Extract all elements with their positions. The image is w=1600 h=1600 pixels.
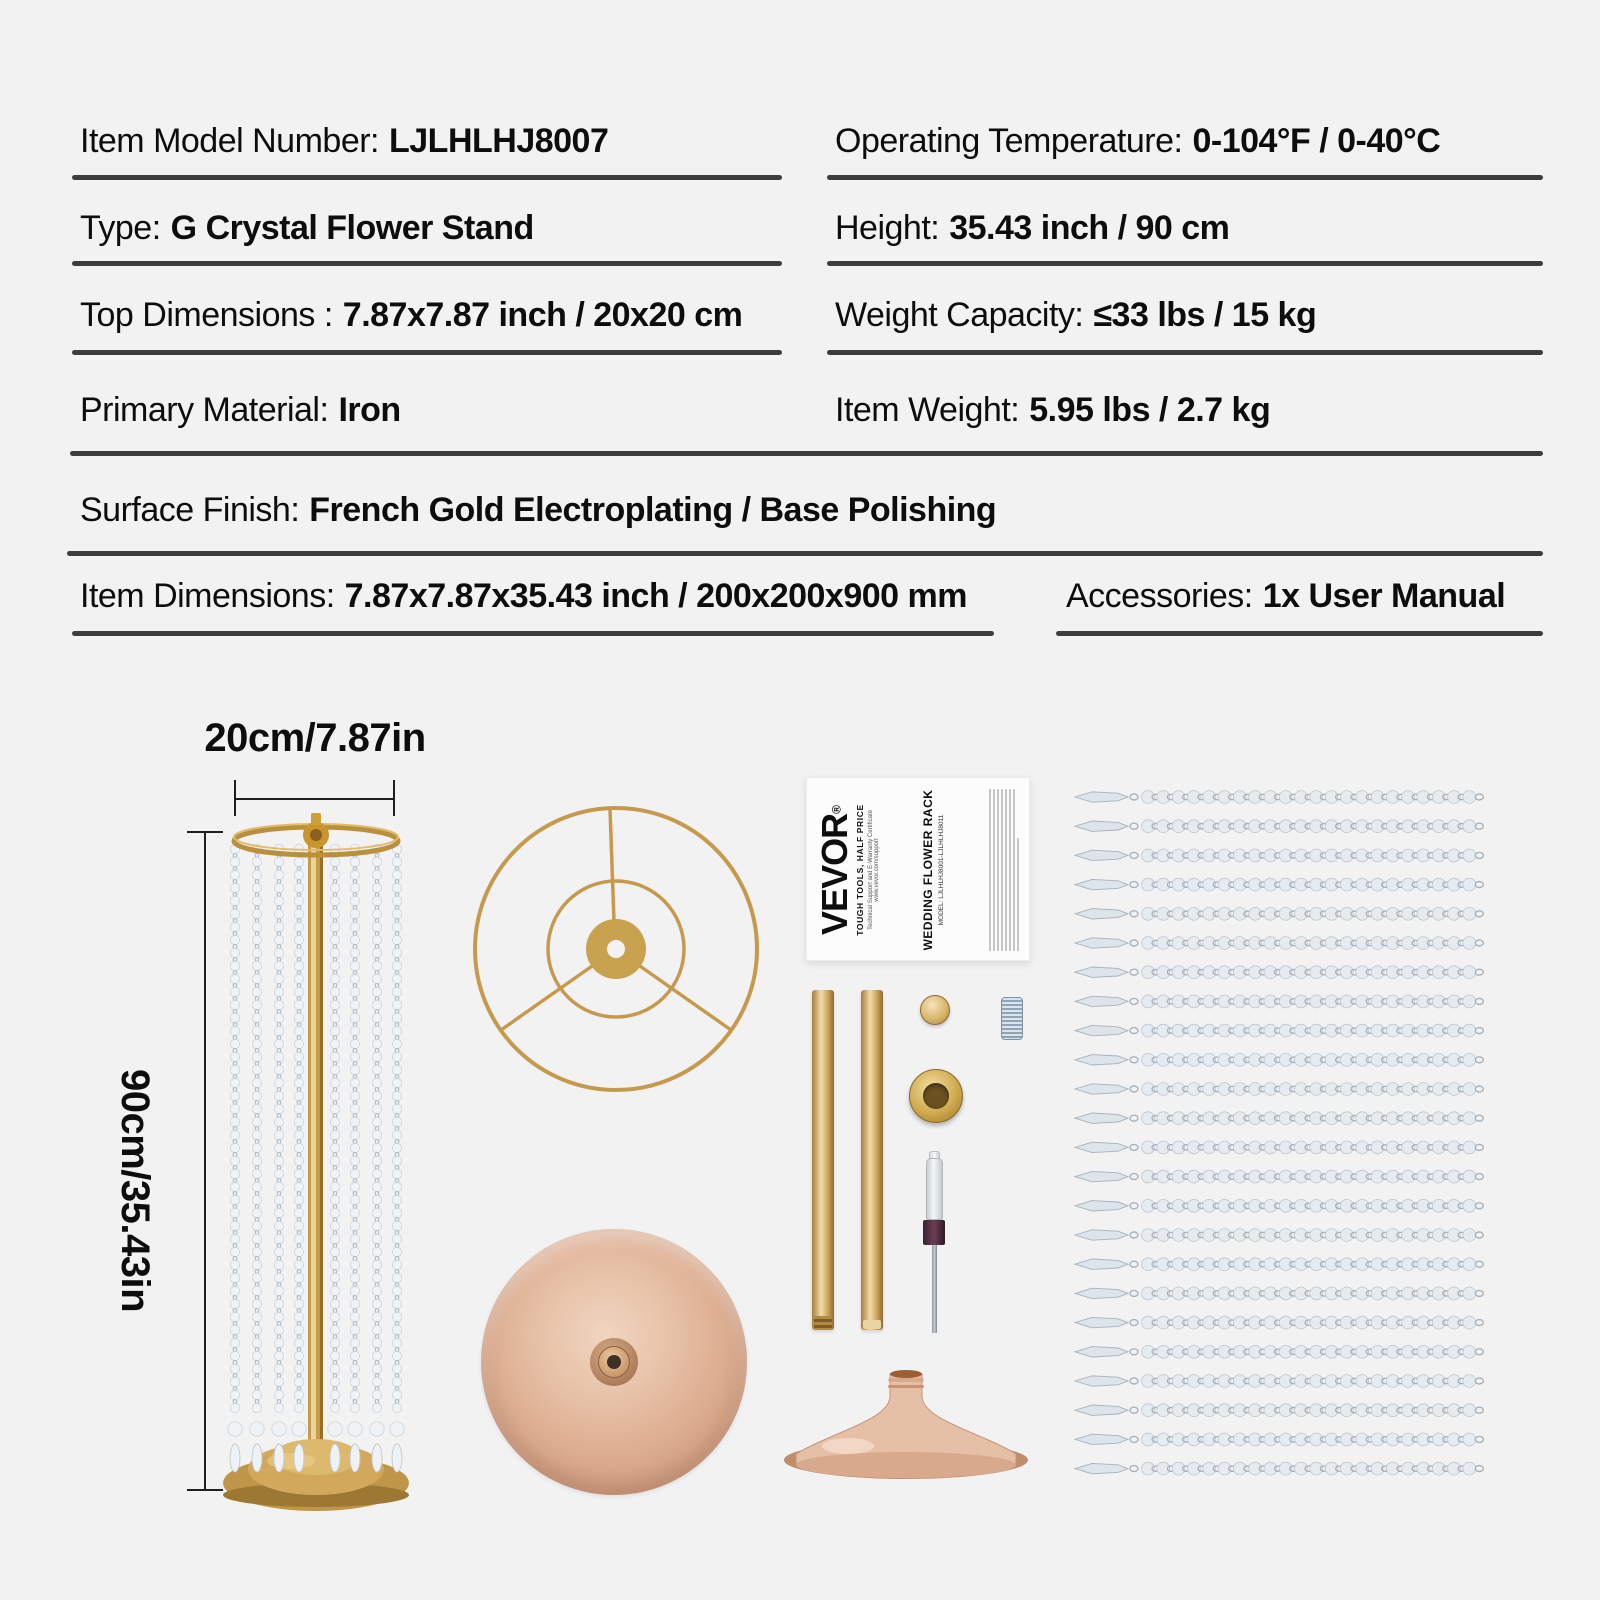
spec-value: 5.95 lbs / 2.7 kg — [1029, 391, 1271, 429]
stand-pole-highlight — [311, 825, 316, 1450]
threaded-connector-part — [1001, 997, 1023, 1040]
ring-frame-spoke — [501, 964, 595, 1030]
ring-frame-spoke — [637, 964, 731, 1030]
pole-part — [812, 990, 834, 1330]
spec-label: Type: — [80, 209, 161, 247]
spec-label: Height: — [835, 209, 940, 247]
spec-divider — [72, 261, 782, 266]
gold-cap-part — [920, 995, 950, 1025]
screwdriver-collar — [923, 1220, 945, 1245]
trumpet-base-photo — [778, 1368, 1034, 1482]
manual-fine-print — [987, 789, 1021, 951]
trumpet-base-ring-detail — [888, 1385, 924, 1388]
gold-collar-hole — [923, 1083, 949, 1109]
screwdriver-handle — [926, 1158, 943, 1220]
fine-print-line — [1005, 789, 1007, 951]
stand-hub-hole — [310, 829, 322, 841]
spec-cell — [835, 206, 1229, 250]
spec-value: French Gold Electroplating / Base Polishing — [309, 491, 997, 529]
manual-tagline: TOUGH TOOLS, HALF PRICE — [855, 804, 865, 936]
manual-title: WEDDING FLOWER RACK — [921, 789, 936, 951]
spec-divider — [827, 261, 1543, 266]
spec-value: 0-104°F / 0-40°C — [1192, 122, 1441, 160]
manual-model-line: MODEL: LJLHLHJ8001-LJLHLHJ8011 — [938, 814, 946, 926]
stand-finial — [311, 813, 321, 825]
pole-tip — [863, 1320, 881, 1329]
spec-divider — [827, 175, 1543, 180]
top-ring-frame-photo — [472, 805, 760, 1095]
spec-value: G Crystal Flower Stand — [170, 209, 534, 247]
user-manual-content — [807, 778, 1031, 962]
spec-divider — [1056, 631, 1543, 636]
spec-label: Primary Material: — [80, 391, 329, 429]
spec-label: Item Weight: — [835, 391, 1020, 429]
spec-cell — [80, 574, 967, 618]
spec-cell — [1066, 574, 1505, 618]
user-manual-photo — [806, 777, 1030, 961]
spec-label: Accessories: — [1066, 577, 1253, 615]
spec-cell — [835, 293, 1316, 337]
spec-divider — [72, 175, 782, 180]
trumpet-base-opening — [890, 1370, 922, 1378]
manual-support-line: Technical Support and E-Warranty Certificate www.vevor.com/support — [868, 810, 880, 930]
spec-label: Top Dimensions : — [80, 296, 333, 334]
fine-print-line — [1013, 789, 1015, 951]
fine-print-line — [993, 789, 995, 951]
spec-cell — [835, 119, 1440, 163]
spec-cell — [835, 388, 1270, 432]
spec-cell — [80, 388, 401, 432]
fine-print-line — [1017, 838, 1019, 951]
fine-print-line — [997, 789, 999, 951]
spec-cell — [80, 119, 608, 163]
spec-value: 7.87x7.87 inch / 20x20 cm — [342, 296, 743, 334]
fine-print-line — [989, 789, 991, 951]
height-dimension-label: 90cm/35.43in — [113, 1069, 157, 1313]
trumpet-base-ring-detail — [888, 1378, 924, 1382]
vevor-logo: VEVOR — [814, 813, 855, 935]
spec-value: 1x User Manual — [1262, 577, 1506, 615]
stand-pole-shade — [320, 825, 323, 1450]
spec-divider — [72, 350, 782, 355]
spec-label: Surface Finish: — [80, 491, 300, 529]
assembled-stand-photo — [205, 795, 427, 1530]
spec-value: LJLHLHJ8007 — [389, 122, 609, 160]
ring-frame-spoke — [610, 809, 614, 921]
spec-value: 7.87x7.87x35.43 inch / 200x200x900 mm — [344, 577, 967, 615]
registered-mark: ® — [829, 805, 844, 814]
spec-cell — [80, 488, 996, 532]
spec-divider — [827, 350, 1543, 355]
spec-label: Operating Temperature: — [835, 122, 1183, 160]
screwdriver-shaft — [932, 1245, 937, 1333]
width-dimension-label: 20cm/7.87in — [204, 716, 426, 760]
spec-value: 35.43 inch / 90 cm — [949, 209, 1230, 247]
pole-threaded-tip — [814, 1316, 832, 1330]
spec-divider — [70, 451, 1543, 456]
spec-value: Iron — [338, 391, 401, 429]
trumpet-base-highlight — [822, 1438, 874, 1454]
spec-label: Item Dimensions: — [80, 577, 335, 615]
fine-print-line — [1009, 789, 1011, 951]
trumpet-base-rim — [796, 1452, 1016, 1478]
spec-divider — [72, 631, 994, 636]
crystal-bead-strands-photo — [1072, 780, 1484, 1480]
pole-part — [861, 990, 883, 1330]
spec-label: Item Model Number: — [80, 122, 379, 160]
fine-print-line — [1001, 789, 1003, 951]
spec-label: Weight Capacity: — [835, 296, 1084, 334]
spec-value: ≤33 lbs / 15 kg — [1093, 296, 1317, 334]
manual-brand-block — [814, 784, 880, 956]
manual-title-block — [921, 790, 945, 951]
spec-cell — [80, 206, 534, 250]
spec-cell — [80, 293, 742, 337]
spec-divider — [67, 551, 1543, 556]
base-disc-hole — [607, 1355, 621, 1369]
ring-frame-hub-hole — [607, 940, 625, 958]
